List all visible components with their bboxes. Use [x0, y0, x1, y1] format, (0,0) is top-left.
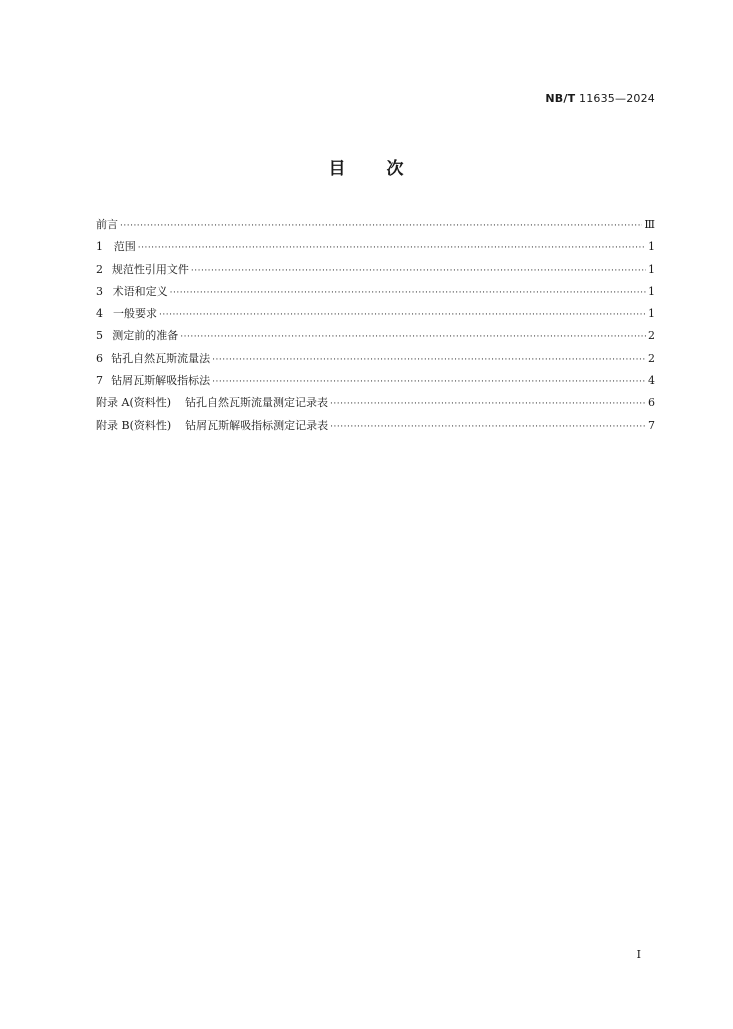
toc-entry-foreword[interactable]	[96, 214, 655, 236]
toc-entry-label	[96, 392, 328, 414]
table-of-contents	[96, 214, 655, 437]
toc-leader-dots	[120, 215, 642, 237]
toc-entry-number: 5	[96, 329, 103, 343]
toc-entry-page: 1	[648, 307, 655, 321]
toc-leader-dots	[212, 349, 646, 371]
toc-entry-number: 2	[96, 262, 103, 276]
toc-entry-page: 1	[648, 240, 655, 254]
toc-entry-label	[96, 415, 328, 437]
appendix-prefix: 附录 A(资料性)	[96, 396, 172, 410]
standard-prefix: NB/T	[545, 92, 576, 105]
toc-entry-page: 1	[648, 262, 655, 276]
toc-entry-label: 钻屑瓦斯解吸指标法	[111, 374, 211, 388]
toc-entry-label: 规范性引用文件	[111, 262, 189, 276]
toc-entry-6[interactable]	[96, 348, 655, 370]
toc-entry-label: 前言	[96, 218, 118, 231]
toc-entry-7[interactable]	[96, 370, 655, 392]
toc-entry-label: 范围	[113, 240, 136, 254]
appendix-title: 钻屑瓦斯解吸指标测定记录表	[185, 418, 329, 432]
toc-leader-dots	[330, 393, 646, 415]
toc-entry-number: 4	[96, 307, 103, 321]
toc-leader-dots	[180, 326, 646, 348]
toc-entry-number: 3	[96, 284, 103, 298]
toc-entry-appendix-a[interactable]	[96, 392, 655, 414]
toc-leader-dots	[159, 304, 646, 326]
toc-entry-number: 6	[96, 351, 103, 365]
toc-entry-number: 7	[96, 374, 103, 388]
toc-entry-3[interactable]	[96, 281, 655, 303]
toc-entry-page: 1	[648, 284, 655, 298]
standard-code	[545, 92, 655, 105]
toc-entry-page: 6	[648, 396, 655, 410]
toc-leader-dots	[138, 237, 646, 259]
standard-number: 11635—2024	[579, 92, 655, 105]
appendix-title: 钻孔自然瓦斯流量测定记录表	[185, 396, 329, 410]
page-title	[0, 154, 733, 179]
toc-entry-5[interactable]	[96, 325, 655, 347]
toc-entry-label: 测定前的准备	[112, 329, 179, 343]
appendix-prefix: 附录 B(资料性)	[96, 418, 172, 432]
toc-leader-dots	[330, 416, 646, 438]
toc-entry-page: 2	[648, 351, 655, 365]
page-number: I	[636, 948, 641, 961]
toc-entry-page: Ⅲ	[644, 218, 655, 231]
toc-entry-appendix-b[interactable]	[96, 415, 655, 437]
toc-entry-2[interactable]	[96, 259, 655, 281]
title-char-1: 目	[328, 159, 347, 179]
toc-entry-page: 7	[648, 418, 655, 432]
toc-entry-page: 2	[648, 329, 655, 343]
toc-entry-label: 钻孔自然瓦斯流量法	[111, 351, 211, 365]
toc-leader-dots	[212, 371, 646, 393]
toc-entry-number: 1	[96, 240, 103, 254]
toc-entry-page: 4	[648, 374, 655, 388]
toc-entry-label: 一般要求	[113, 307, 157, 321]
toc-entry-label: 术语和定义	[112, 284, 168, 298]
toc-leader-dots	[191, 260, 646, 282]
toc-leader-dots	[170, 282, 646, 304]
title-char-2: 次	[386, 159, 405, 179]
toc-entry-1[interactable]	[96, 236, 655, 258]
toc-entry-4[interactable]	[96, 303, 655, 325]
